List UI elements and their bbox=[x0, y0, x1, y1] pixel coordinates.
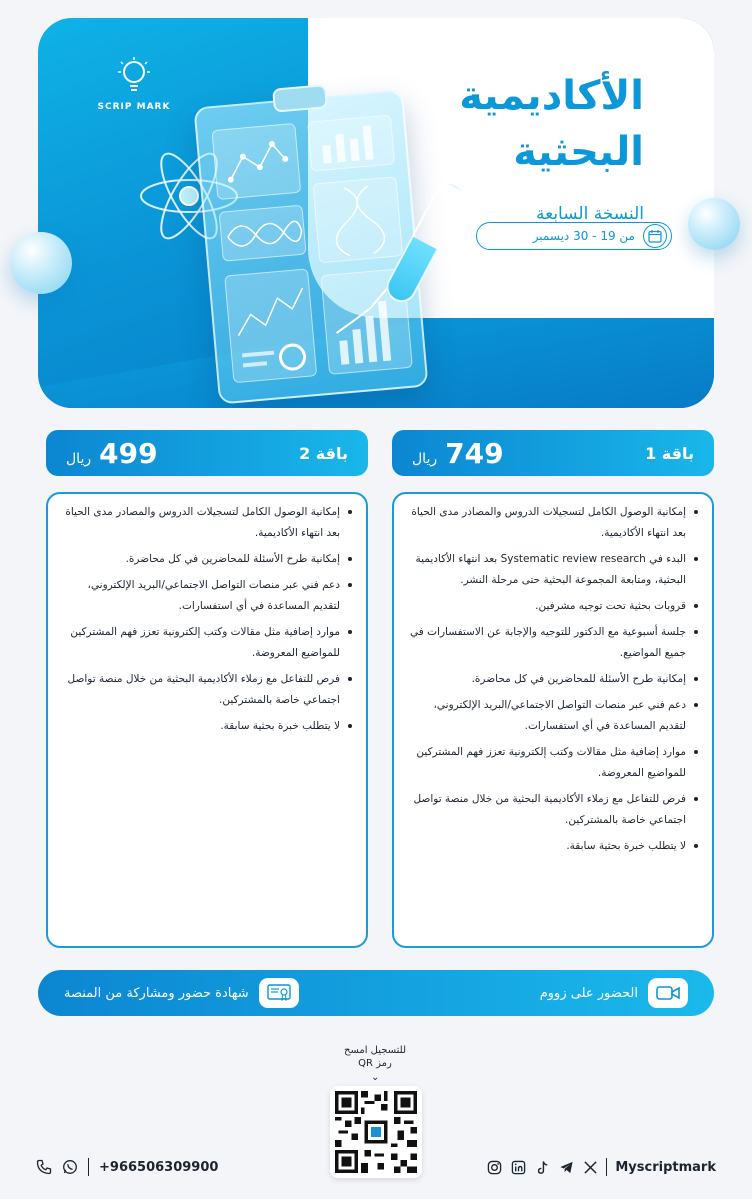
qr-label bbox=[300, 1044, 450, 1070]
package-1-feature: دعم فني عبر منصات التواصل الاجتماعي/البريد الإلكتروني، لتقديم المساعدة في أي استفسارات. bbox=[404, 695, 700, 737]
package-1-feature: موارد إضافية مثل مقالات وكتب إلكترونية تعزز فهم المشتركين للمواضيع المعروضة. bbox=[404, 742, 700, 784]
calendar-icon bbox=[643, 224, 667, 248]
package-2-feature: إمكانية طرح الأسئلة للمحاضرين في كل محاضرة. bbox=[58, 549, 354, 570]
qr-label-line-1: للتسجيل امسح bbox=[343, 1045, 407, 1056]
bar-chart-panel bbox=[307, 115, 395, 172]
package-2-currency: ريال bbox=[66, 450, 92, 467]
package-2-feature: لا يتطلب خبرة بحثية سابقة. bbox=[58, 716, 354, 737]
phone-icon[interactable] bbox=[36, 1159, 52, 1175]
title-line-1: الأكاديمية bbox=[459, 73, 644, 119]
social-links-group bbox=[486, 1155, 716, 1179]
dna-panel bbox=[219, 205, 307, 262]
delivery-info-bar bbox=[38, 970, 714, 1016]
brand-logo bbox=[94, 56, 174, 112]
package-1-price-value: 749 bbox=[445, 436, 504, 470]
clipboard-clip bbox=[272, 84, 328, 113]
dna-vertical-panel bbox=[312, 176, 403, 263]
hero-banner bbox=[38, 18, 714, 408]
registration-qr-code[interactable] bbox=[330, 1086, 422, 1178]
package-2-name: باقة 2 bbox=[299, 443, 348, 463]
dna-vertical-icon bbox=[314, 177, 405, 264]
whatsapp-icon[interactable] bbox=[62, 1159, 78, 1175]
molecule-icon bbox=[213, 124, 303, 201]
package-1-feature: إمكانية الوصول الكامل لتسجيلات الدروس والمصادر مدى الحياة بعد انتهاء الأكاديمية. bbox=[404, 502, 700, 544]
molecule-panel bbox=[211, 123, 301, 200]
decor-bubble-right bbox=[688, 198, 740, 250]
package-1-feature: قروبات بحثية تحت توجيه مشرفين. bbox=[404, 596, 700, 617]
contact-divider bbox=[88, 1158, 89, 1176]
package-1-currency: ريال bbox=[412, 450, 438, 467]
qr-code-icon bbox=[335, 1091, 417, 1173]
certificate-icon bbox=[259, 978, 299, 1008]
qr-label-line-2: رمز QR bbox=[358, 1058, 392, 1069]
package-2-price-value: 499 bbox=[99, 436, 158, 470]
zoom-info bbox=[540, 978, 688, 1008]
brand-logo-text: SCRIP MARK bbox=[97, 102, 171, 112]
phone-number[interactable]: +966506309900 bbox=[99, 1159, 219, 1175]
video-camera-icon bbox=[648, 978, 688, 1008]
chevron-down-icon: ⌄ bbox=[371, 1072, 380, 1083]
package-2-feature: إمكانية الوصول الكامل لتسجيلات الدروس والمصادر مدى الحياة بعد انتهاء الأكاديمية. bbox=[58, 502, 354, 544]
dna-icon bbox=[220, 206, 308, 263]
package-1-name: باقة 1 bbox=[645, 443, 694, 463]
package-2-price bbox=[66, 437, 158, 470]
package-2-header bbox=[46, 430, 368, 476]
zoom-info-text: الحضور على زووم bbox=[539, 985, 638, 1001]
package-1-features bbox=[404, 502, 700, 857]
package-2-feature: موارد إضافية مثل مقالات وكتب إلكترونية تعزز فهم المشتركين للمواضيع المعروضة. bbox=[58, 622, 354, 664]
tiktok-icon[interactable] bbox=[534, 1159, 550, 1175]
instagram-icon[interactable] bbox=[486, 1159, 502, 1175]
package-1-feature: لا يتطلب خبرة بحثية سابقة. bbox=[404, 836, 700, 857]
telegram-icon[interactable] bbox=[558, 1159, 574, 1175]
edition-label: النسخة السابعة bbox=[536, 204, 644, 224]
package-1-feature: إمكانية طرح الأسئلة للمحاضرين في كل محاضرة. bbox=[404, 669, 700, 690]
clipboard-illustration bbox=[193, 89, 428, 404]
date-range-text: من 19 - 30 ديسمبر bbox=[532, 229, 635, 243]
package-2-feature: فرص للتفاعل مع زملاء الأكاديمية البحثية من خلال منصة تواصل اجتماعي خاصة بالمشتركين. bbox=[58, 669, 354, 711]
package-1-features-card bbox=[392, 492, 714, 948]
linkedin-icon[interactable] bbox=[510, 1159, 526, 1175]
contact-phone-group bbox=[36, 1155, 218, 1179]
package-2-features bbox=[58, 502, 354, 737]
decor-bubble-left bbox=[10, 232, 72, 294]
line-chart-panel bbox=[224, 268, 317, 383]
certificate-info-text: شهادة حضور ومشاركة من المنصة bbox=[64, 985, 249, 1001]
certificate-info bbox=[64, 978, 299, 1008]
lightbulb-icon bbox=[117, 56, 151, 96]
package-1-feature: البدء في Systematic review research بعد انتهاء الأكاديمية البحثية، ومتابعة المجموعة البحثية حتى مرحلة النشر. bbox=[404, 549, 700, 591]
package-1-feature: جلسة أسبوعية مع الدكتور للتوجيه والإجابة عن الاستفسارات في جميع المواضيع. bbox=[404, 622, 700, 664]
social-divider bbox=[606, 1158, 607, 1176]
package-1-header bbox=[392, 430, 714, 476]
package-1-feature: فرص للتفاعل مع زملاء الأكاديمية البحثية من خلال منصة تواصل اجتماعي خاصة بالمشتركين. bbox=[404, 789, 700, 831]
title-line-2: البحثية bbox=[513, 129, 644, 175]
social-handle[interactable]: Myscriptmark bbox=[615, 1159, 716, 1175]
page-title bbox=[404, 68, 644, 180]
date-pill bbox=[476, 222, 672, 250]
package-2-features-card bbox=[46, 492, 368, 948]
package-2-feature: دعم فني عبر منصات التواصل الاجتماعي/البريد الإلكتروني، لتقديم المساعدة في أي استفسارات. bbox=[58, 575, 354, 617]
bar-chart-icon bbox=[308, 115, 396, 172]
package-1-price bbox=[412, 437, 504, 470]
x-twitter-icon[interactable] bbox=[582, 1159, 598, 1175]
line-chart-icon bbox=[225, 269, 318, 384]
